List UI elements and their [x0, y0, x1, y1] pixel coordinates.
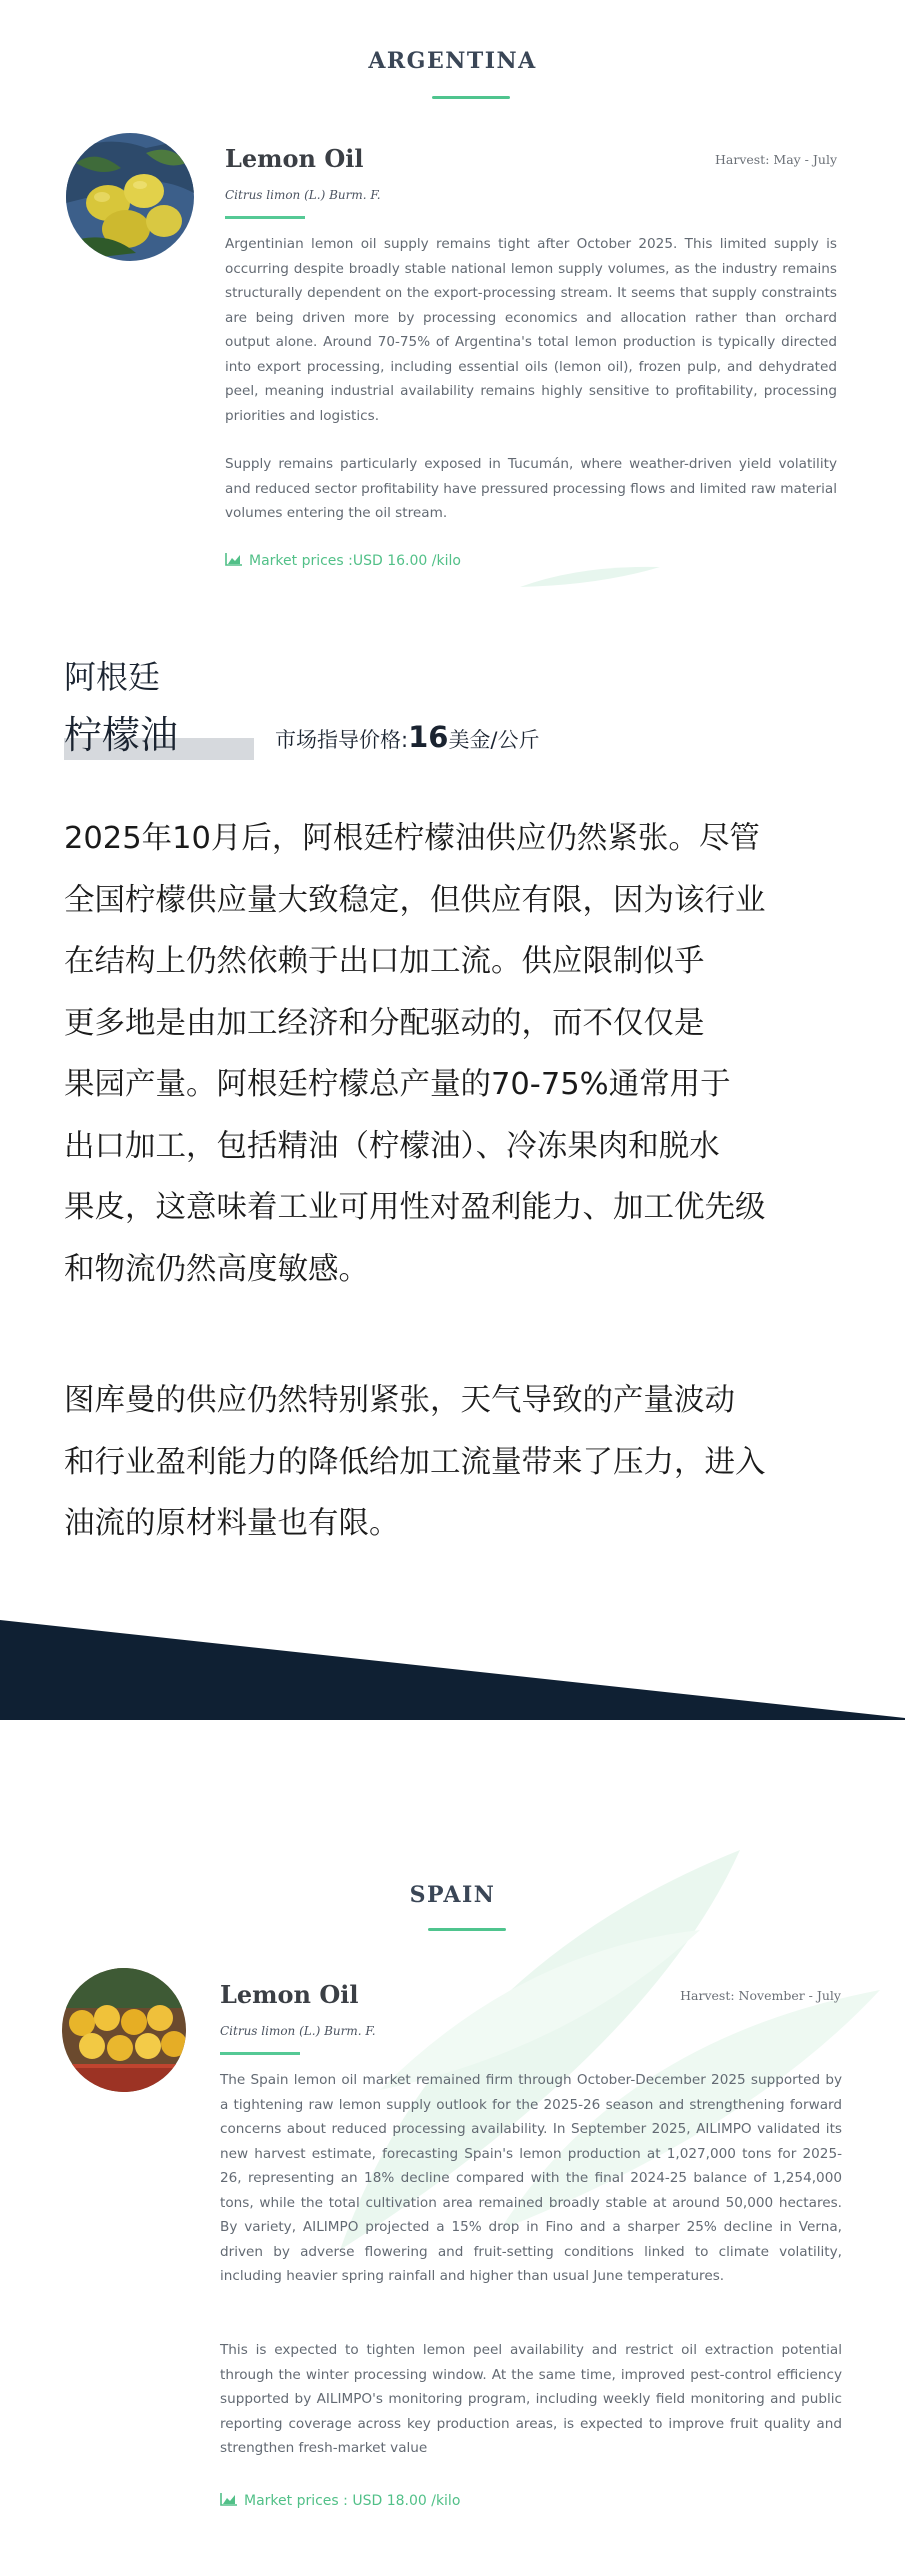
product-name: Lemon Oil — [225, 144, 364, 173]
text-line: 和物流仍然高度敏感。 — [64, 1251, 369, 1287]
text-line: 图库曼的供应仍然特别紧张，天气导致的产量波动 — [64, 1383, 735, 1418]
title-underline — [432, 96, 510, 99]
product-name: Lemon Oil — [220, 1980, 359, 2009]
section-divider-band — [0, 1620, 905, 1720]
market-price-label: Market prices :USD 16.00 /kilo — [249, 553, 461, 569]
price-label: 市场指导价格: — [275, 728, 409, 752]
chinese-paragraph — [64, 1370, 854, 1555]
text-line: 全国柠檬供应量大致稳定，但供应有限，因为该行业 — [64, 882, 766, 918]
text-line: 果园产量。阿根廷柠檬总产量的70-75%通常用于 — [64, 1067, 731, 1102]
latin-name: Citrus limon (L.) Burm. F. — [225, 188, 381, 202]
guide-price — [275, 720, 540, 754]
product-label: 柠檬油 — [64, 713, 179, 757]
latin-name: Citrus limon (L.) Burm. F. — [220, 2024, 376, 2038]
lemon-tree-photo — [66, 133, 194, 261]
description-paragraph: The Spain lemon oil market remained firm through October-December 2025 supported by a tightening raw lemon supply outlook for the 2025-26 season and strengthening forward concerns about reduced processing availability. In September 2025, AILIMPO validated its new harvest estimate, forecasting Spain's lemon production at 1,027,000 tons for 2025-26, representing an 18% decline compared with the final 2024-25 balance of 1,254,000 tons, while the total cultivation area remained broadly stable at around 50,000 hectares. By variety, AILIMPO projected a 15% drop in Fino and a sharper 25% decline in Verna, driven by adverse flowering and fruit-setting conditions linked to climate volatility, including heavier spring rainfall and higher than usual June temperatures. — [220, 2072, 842, 2284]
description-paragraph: This is expected to tighten lemon peel availability and restrict oil extraction potential through the winter processing window. At the same time, improved pest-control efficiency supported by AILIMPO's monitoring program, including weekly field monitoring and public reporting coverage across key production areas, is expected to improve fruit quality and strengthen fresh-market value — [220, 2342, 842, 2456]
leaf-decoration — [520, 555, 660, 590]
market-price-label: Market prices : USD 18.00 /kilo — [244, 2493, 461, 2509]
chinese-paragraph — [64, 808, 854, 1300]
section-title-argentina: ARGENTINA — [368, 48, 537, 74]
country-label: 阿根廷 — [64, 658, 161, 696]
text-line: 油流的原材料量也有限。 — [64, 1506, 400, 1541]
price-unit: 美金/公斤 — [448, 728, 540, 752]
text-line: 果皮，这意味着工业可用性对盈利能力、加工优先级 — [64, 1190, 766, 1225]
text-line: 2025年10月后，阿根廷柠檬油供应仍然紧张。尽管 — [64, 821, 760, 856]
text-line: 和行业盈利能力的降低给加工流量带来了压力，进入 — [64, 1444, 766, 1480]
text-line: 在结构上仍然依赖于出口加工流。供应限制似乎 — [64, 944, 705, 979]
market-price — [220, 2492, 460, 2510]
text-line: 更多地是由加工经济和分配驱动的，而不仅仅是 — [64, 1005, 705, 1041]
chart-icon — [220, 2492, 238, 2510]
product-divider — [225, 216, 305, 219]
description-paragraph: Supply remains particularly exposed in Tucumán, where weather-driven yield volatility and reduced sector profitability have pressured processing flows and limited raw material volumes entering the oil stream. — [225, 456, 837, 521]
product-divider — [220, 2052, 300, 2055]
lemon-crate-photo — [62, 1968, 186, 2092]
section-title-spain: SPAIN — [409, 1882, 496, 1908]
harvest-season: Harvest: May - July — [714, 152, 837, 167]
chart-icon — [225, 552, 243, 570]
text-line: 出口加工，包括精油（柠檬油）、冷冻果肉和脱水 — [64, 1128, 720, 1164]
description-paragraph: Argentinian lemon oil supply remains tight after October 2025. This limited supply is occurring despite broadly stable national lemon supply volumes, as the industry remains structurally dependent on the export-processing stream. It seems that supply constraints are being driven more by processing economics and allocation rather than orchard output alone. Around 70-75% of Argentina's total lemon production is typically directed into export processing, including essential oils (lemon oil), frozen pulp, and dehydrated peel, meaning industrial availability remains highly sensitive to profitability, processing priorities and logistics. — [225, 236, 837, 424]
title-underline — [428, 1928, 506, 1931]
price-value: 16 — [408, 720, 449, 754]
harvest-season: Harvest: November - July — [680, 1988, 841, 2003]
market-price — [225, 552, 461, 570]
